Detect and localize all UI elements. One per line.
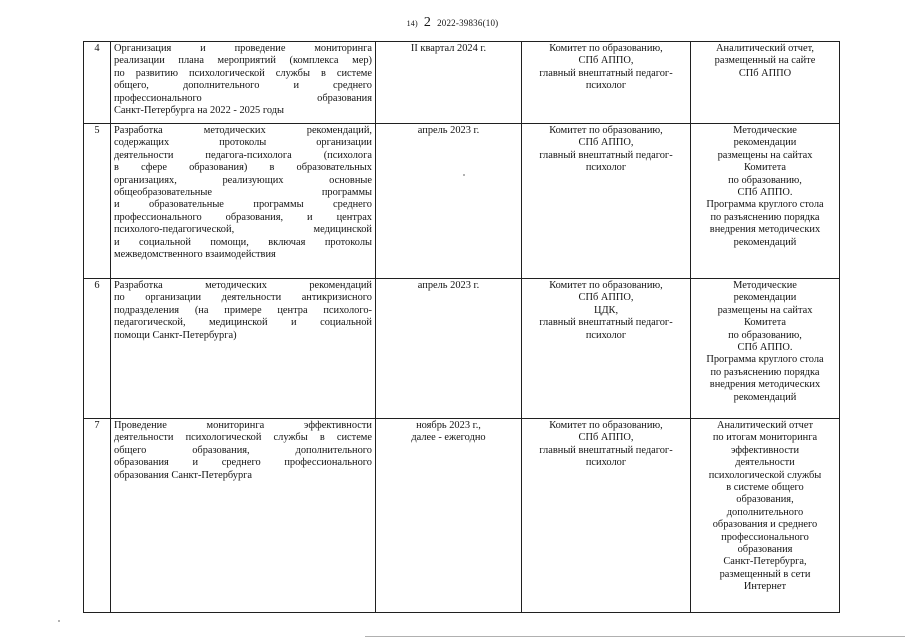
measure-result-line: эффективности <box>730 444 800 456</box>
measure-result-line: СПб АППО. <box>737 187 793 199</box>
measure-title-line: Проведение мониторинга эффективности <box>114 420 372 431</box>
measure-result-line: в системе общего <box>726 482 804 494</box>
measure-executors-line: главный внештатный педагог- <box>539 67 673 79</box>
measure-executors-line: Комитет по образованию, <box>549 280 663 291</box>
measure-executors-line: психолог <box>585 457 627 469</box>
row-number: 5 <box>84 124 111 279</box>
measure-result-line: образования и среднего <box>712 519 818 531</box>
measure-title-line: подразделения (на примере центра психолого- <box>114 304 372 316</box>
document-code: 2022-39836(10) <box>437 18 499 28</box>
measure-result-line: размещены на сайтах <box>717 304 813 316</box>
measure-term-line: апрель 2023 г. <box>417 125 480 136</box>
measure-result-line: психологической службы <box>708 469 822 481</box>
measure-title <box>111 42 376 124</box>
measure-result-line: Методические <box>733 125 797 136</box>
measure-executors-line: СПб АППО, <box>578 432 634 444</box>
measure-executors <box>522 42 691 124</box>
measure-executors <box>522 419 691 613</box>
measure-title-line: Разработка методических рекомендаций <box>114 280 372 291</box>
measure-title-line: Организация и проведение мониторинга <box>114 43 372 54</box>
measure-result-line: дополнительного <box>726 506 804 518</box>
measure-result-line: по итогам мониторинга <box>712 432 818 444</box>
measure-title-line: профессионального образования, и центрах <box>114 211 372 223</box>
measure-title-line: психолого-педагогической, медицинской <box>114 224 372 236</box>
measure-title-line: педагогической, медицинской и социальной <box>114 317 372 329</box>
measure-title-line: деятельности педагога-психолога (психолога <box>114 149 372 161</box>
measure-result-line: Программа круглого стола <box>706 354 824 366</box>
measure-term-line: II квартал 2024 г. <box>410 43 487 54</box>
table-row <box>84 124 840 279</box>
measure-result-line: образования, <box>736 494 794 506</box>
measure-title-line: содержащих протоколы организации <box>114 137 372 149</box>
measure-result <box>691 42 840 124</box>
measure-title-line: Разработка методических рекомендаций, <box>114 125 372 136</box>
measure-title-line: общеобразовательные программы <box>114 187 372 199</box>
measure-result-line: СПб АППО. <box>737 342 793 354</box>
measure-term <box>376 419 522 613</box>
measure-title <box>111 279 376 419</box>
measures-table <box>83 41 840 613</box>
measure-result-line: по образованию, <box>728 329 802 341</box>
measure-result-line: СПб АППО <box>738 67 792 79</box>
measure-executors-line: Комитет по образованию, <box>549 43 663 54</box>
measure-result-line: Методические <box>733 280 797 291</box>
measure-result-line: рекомендации <box>733 137 797 149</box>
measure-result-line: размещены на сайтах <box>717 149 813 161</box>
row-number: 6 <box>84 279 111 419</box>
table-row <box>84 42 840 124</box>
measure-term <box>376 42 522 124</box>
measure-title-line: реализации плана мероприятий (комплекса мер) <box>114 55 372 67</box>
measure-term-line: ноябрь 2023 г., <box>416 420 481 431</box>
measure-executors-line: психолог <box>585 162 627 174</box>
row-number: 7 <box>84 419 111 613</box>
page-number: 2 <box>423 15 432 30</box>
scan-speck <box>463 174 465 176</box>
measure-result-line: внедрения методических <box>709 379 821 391</box>
measure-title-line: по развитию психологической службы в системе <box>114 67 372 79</box>
measure-result-line: рекомендаций <box>733 391 797 403</box>
measure-term <box>376 279 522 419</box>
measure-result <box>691 124 840 279</box>
measure-title-line: деятельности психологической службы в системе <box>114 432 372 444</box>
measure-result-line: образования <box>737 544 793 556</box>
measure-executors-line: главный внештатный педагог- <box>539 444 673 456</box>
measure-result-line: Аналитический отчет <box>716 420 814 431</box>
measure-title-line: общего, дополнительного и среднего <box>114 80 372 92</box>
measure-executors-line: Комитет по образованию, <box>549 125 663 136</box>
measure-executors-line: Комитет по образованию, <box>549 420 663 431</box>
measure-result-line: внедрения методических <box>709 224 821 236</box>
measure-term-line: далее - ежегодно <box>411 432 486 444</box>
measure-title-line: межведомственного взаимодействия <box>114 249 276 261</box>
measure-result-line: профессионального <box>721 531 809 543</box>
page-header <box>0 15 905 31</box>
measure-result-line: рекомендации <box>733 292 797 304</box>
measure-executors-line: ЦДК, <box>593 304 619 316</box>
measure-result-line: Аналитический отчет, <box>716 43 814 54</box>
measure-result-line: по разъяснению порядка <box>710 211 820 223</box>
measure-title-line: по организации деятельности антикризисного <box>114 292 372 304</box>
measure-title-line: образования и среднего профессионального <box>114 457 372 469</box>
measure-term <box>376 124 522 279</box>
measure-result-line: размещенный на сайте <box>714 55 816 67</box>
measure-title-line: организациях, реализующих основные <box>114 174 372 186</box>
measure-result-line: Интернет <box>743 581 787 593</box>
measure-result-line: размещенный в сети <box>719 568 811 580</box>
measure-title-line: и социальной помощи, включая протоколы <box>114 236 372 248</box>
measure-result-line: рекомендаций <box>733 236 797 248</box>
measure-executors-line: психолог <box>585 80 627 92</box>
measure-result-line: Комитета <box>744 162 786 174</box>
measure-executors <box>522 279 691 419</box>
measure-executors-line: СПб АППО, <box>578 55 634 67</box>
measure-title-line: помощи Санкт-Петербурга) <box>114 329 237 341</box>
measure-executors <box>522 124 691 279</box>
table-row <box>84 419 840 613</box>
measure-title-line: и образовательные программы среднего <box>114 199 372 211</box>
table-row <box>84 279 840 419</box>
measure-title-line: профессионального образования <box>114 92 372 104</box>
scan-edge-line <box>365 636 905 637</box>
measure-executors-line: психолог <box>585 329 627 341</box>
measure-title <box>111 124 376 279</box>
measure-result <box>691 279 840 419</box>
row-number: 4 <box>84 42 111 124</box>
measure-result-line: по образованию, <box>728 174 802 186</box>
measure-executors-line: главный внештатный педагог- <box>539 317 673 329</box>
measure-result-line: Комитета <box>744 317 786 329</box>
measure-executors-line: СПб АППО, <box>578 137 634 149</box>
scan-speck <box>58 620 60 622</box>
measure-title-line: Санкт-Петербурга на 2022 - 2025 годы <box>114 105 284 117</box>
measure-executors-line: СПб АППО, <box>578 292 634 304</box>
measure-result <box>691 419 840 613</box>
measure-result-line: Санкт-Петербурга, <box>723 556 807 568</box>
measure-title-line: в сфере образования) в образовательных <box>114 162 372 174</box>
measure-term-line: апрель 2023 г. <box>417 280 480 291</box>
measure-title-line: общего образования, дополнительного <box>114 444 372 456</box>
measures-table-body <box>84 42 840 613</box>
measure-result-line: деятельности <box>735 457 795 469</box>
measure-result-line: Программа круглого стола <box>706 199 824 211</box>
page-mark: 14) <box>406 19 418 28</box>
measure-executors-line: главный внештатный педагог- <box>539 149 673 161</box>
measure-title-line: образования Санкт-Петербурга <box>114 469 253 481</box>
measure-result-line: по разъяснению порядка <box>710 366 820 378</box>
measure-title <box>111 419 376 613</box>
